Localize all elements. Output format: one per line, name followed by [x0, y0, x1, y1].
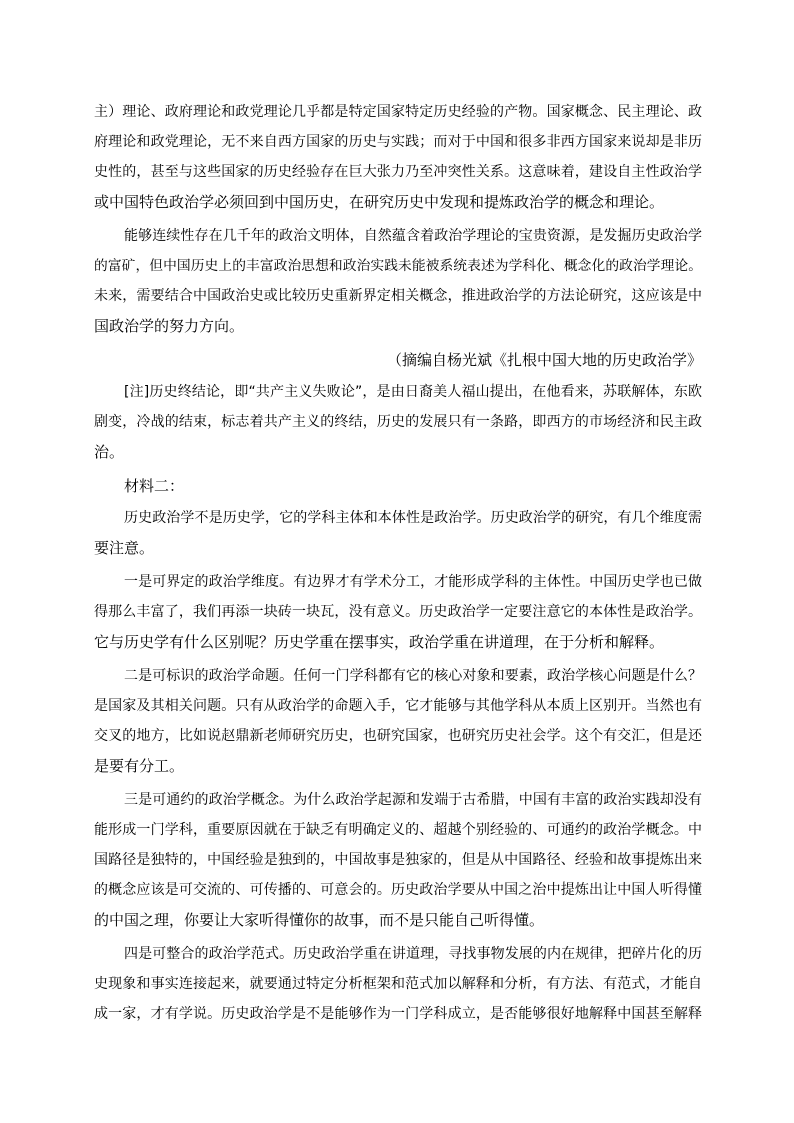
source-citation: （摘编自杨光斌《扎根中国大地的历史政治学》 — [386, 351, 702, 369]
text-line: 三是可通约的政治学概念。为什么政治学起源和发端于古希腊，中国有丰富的政治实践却没有 — [124, 792, 702, 808]
text-line: 史性的，甚至与这些国家的历史经验存在巨大张力乃至冲突性关系。这意味着，建设自主性政治学 — [94, 164, 702, 180]
text-line: 交叉的地方，比如说赵鼎新老师研究历史，也研究国家，也研究历史社会学。这个有交汇，但是还 — [94, 728, 702, 744]
text-line: 成一家，才有学说。历史政治学是不是能够作为一门学科成立，是否能够很好地解释中国甚至解释 — [94, 1006, 702, 1022]
text-line: 未来，需要结合中国政治史或比较历史重新界定相关概念，推进政治学的方法论研究，这应该是中 — [94, 288, 702, 304]
text-line: 国路径是独特的，中国经验是独到的，中国故事是独家的，但是从中国路径、经验和故事提炼出来 — [94, 852, 702, 868]
text-line: 的概念应该是可交流的、可传播的、可意会的。历史政治学要从中国之治中提炼出让中国人听得懂 — [94, 882, 702, 898]
text-line: 要注意。 — [94, 539, 155, 557]
text-line: 历史政治学不是历史学，它的学科主体和本体性是政治学。历史政治学的研究，有几个维度需 — [124, 510, 702, 526]
text-line: 或中国特色政治学必须回到中国历史，在研究历史中发现和提炼政治学的概念和理论。 — [94, 193, 665, 211]
text-line: 是要有分工。 — [94, 757, 185, 775]
note-line: 治。 — [94, 443, 125, 461]
text-line: 一是可界定的政治学维度。有边界才有学术分工，才能形成学科的主体性。中国历史学也已做 — [124, 574, 702, 590]
text-line: 二是可标识的政治学命题。任何一门学科都有它的核心对象和要素，政治学核心问题是什么？ — [124, 668, 702, 684]
text-line: 国政治学的努力方向。 — [94, 317, 245, 335]
text-line: 能形成一门学科，重要原因就在于缺乏有明确定义的、超越个别经验的、可通约的政治学概念。中 — [94, 822, 702, 838]
text-line: 府理论和政党理论，无不来自西方国家的历史与实践；而对于中国和很多非西方国家来说却是非历 — [94, 134, 702, 150]
text-line: 的中国之理，你要让大家听得懂你的故事，而不是只能自己听得懂。 — [94, 911, 545, 929]
text-line: 它与历史学有什么区别呢？历史学重在摆事实，政治学重在讲道理，在于分析和解释。 — [94, 633, 665, 651]
note-line: [注]历史终结论，即“共产主义失败论”，是由日裔美人福山提出，在他看来，苏联解体，东欧 — [124, 384, 702, 400]
text-line: 四是可整合的政治学范式。历史政治学重在讲道理，寻找事物发展的内在规律，把碎片化的历 — [124, 946, 702, 962]
text-line: 史现象和事实连接起来，就要通过特定分析框架和范式加以解释和分析，有方法、有范式，才能自 — [94, 976, 702, 992]
text-line: 主）理论、政府理论和政党理论几乎都是特定国家特定历史经验的产物。国家概念、民主理论、政 — [94, 104, 702, 120]
note-line: 剧变，冷战的结束，标志着共产主义的终结，历史的发展只有一条路，即西方的市场经济和民主政 — [94, 414, 702, 430]
text-line: 的富矿，但中国历史上的丰富政治思想和政治实践未能被系统表述为学科化、概念化的政治学理论。 — [94, 258, 702, 274]
text-line: 是国家及其相关问题。只有从政治学的命题入手，它才能够与其他学科从本质上区别开。当然也有 — [94, 698, 702, 714]
text-line: 得那么丰富了，我们再添一块砖一块瓦，没有意义。历史政治学一定要注意它的本体性是政治学。 — [94, 604, 702, 620]
material-two-heading: 材料二： — [124, 477, 185, 495]
text-line: 能够连续性存在几千年的政治文明体，自然蕴含着政治学理论的宝贵资源，是发掘历史政治学 — [124, 228, 702, 244]
